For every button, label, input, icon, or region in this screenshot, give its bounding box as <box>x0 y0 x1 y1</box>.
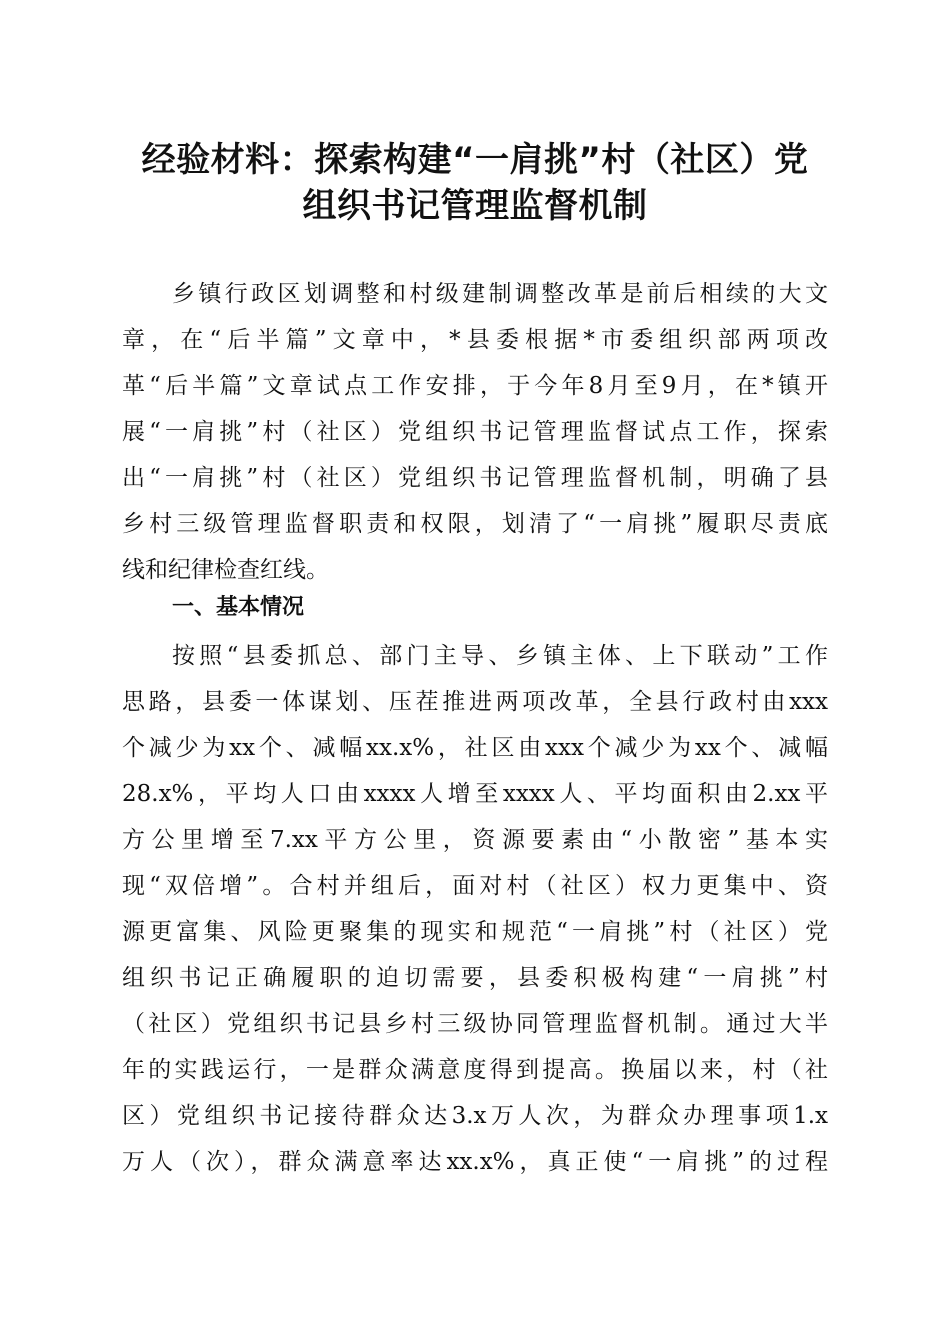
paragraph-2-line: 思路，县委一体谋划、压茬推进两项改革，全县行政村由xxx <box>122 689 828 715</box>
paragraph-1-line: 乡村三级管理监督职责和权限，划清了“一肩挑”履职尽责底 <box>122 511 828 537</box>
paragraph-2-line: 按照“县委抓总、部门主导、乡镇主体、上下联动”工作 <box>172 643 828 669</box>
paragraph-1-line: 乡镇行政区划调整和村级建制调整改革是前后相续的大文 <box>172 281 828 307</box>
paragraph-2-line: 区）党组织书记接待群众达3.x万人次，为群众办理事项1.x <box>122 1103 828 1129</box>
section-heading: 一、基本情况 <box>172 595 305 620</box>
paragraph-1-line: 出“一肩挑”村（社区）党组织书记管理监督机制，明确了县 <box>122 465 828 491</box>
paragraph-2-line: 万人（次），群众满意率达xx.x%，真正使“一肩挑”的过程 <box>122 1149 828 1175</box>
paragraph-2-line: 28.x%，平均人口由xxxx人增至xxxx人、平均面积由2.xx平 <box>122 781 828 807</box>
paragraph-1-line: 线和纪律检查红线。 <box>122 557 329 583</box>
paragraph-2-line: 年的实践运行，一是群众满意度得到提高。换届以来，村（社 <box>122 1057 828 1083</box>
paragraph-2-line: 现“双倍增”。合村并组后，面对村（社区）权力更集中、资 <box>122 873 828 899</box>
paragraph-1-line: 革“后半篇”文章试点工作安排，于今年8月至9月，在*镇开 <box>122 373 828 399</box>
paragraph-2-line: 方公里增至7.xx平方公里，资源要素由“小散密”基本实 <box>122 827 828 853</box>
document-title-line-2: 组织书记管理监督机制 <box>302 186 648 226</box>
paragraph-1-line: 章，在“后半篇”文章中，*县委根据*市委组织部两项改 <box>122 327 828 353</box>
paragraph-2-line: （社区）党组织书记县乡村三级协同管理监督机制。通过大半 <box>122 1011 828 1037</box>
document-title-line-1: 经验材料：探索构建“一肩挑”村（社区）党 <box>141 140 809 180</box>
paragraph-2-line: 组织书记正确履职的迫切需要，县委积极构建“一肩挑”村 <box>122 965 828 991</box>
paragraph-2-line: 个减少为xx个、减幅xx.x%，社区由xxx个减少为xx个、减幅 <box>122 735 828 761</box>
paragraph-2-line: 源更富集、风险更聚集的现实和规范“一肩挑”村（社区）党 <box>122 919 828 945</box>
paragraph-1-line: 展“一肩挑”村（社区）党组织书记管理监督试点工作，探索 <box>122 419 828 445</box>
